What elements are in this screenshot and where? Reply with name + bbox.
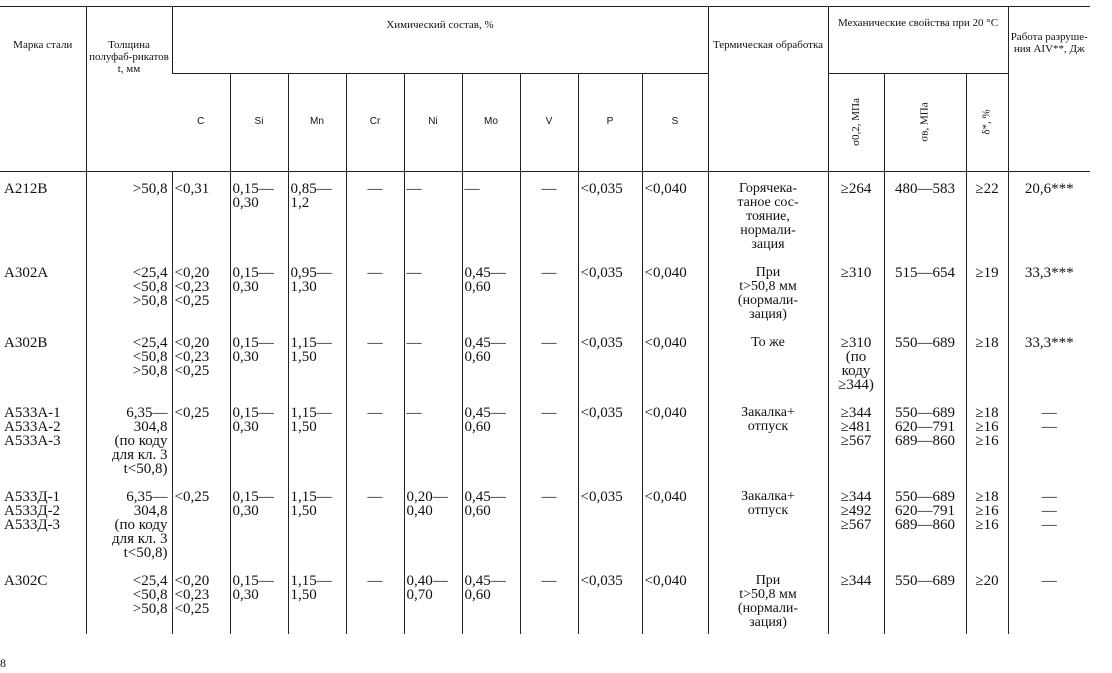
cell-mo <box>462 172 520 257</box>
cell-line: — <box>406 335 422 351</box>
cell-v <box>520 256 578 326</box>
cell-line: <0,25 <box>174 405 210 421</box>
cell-mo <box>462 480 520 564</box>
cell-s <box>642 326 708 396</box>
header-sigmab-label: σв, МПа <box>918 102 931 142</box>
cell-v <box>520 396 578 480</box>
cell-delta <box>966 172 1008 257</box>
cell-line: Закалка+ <box>741 405 795 420</box>
cell-line: 20,6*** <box>1024 181 1074 197</box>
cell-line: А533А-3 <box>4 433 61 449</box>
cell-line: 304,8 <box>133 503 168 519</box>
cell-line: коду <box>841 363 871 379</box>
cell-line: ≥310 <box>840 335 872 351</box>
cell-sigma02 <box>828 326 884 396</box>
cell-line: 515—654 <box>895 265 955 281</box>
cell-treatment <box>708 564 828 634</box>
cell-c <box>172 396 230 480</box>
cell-thickness <box>86 326 172 396</box>
cell-line: ≥16 <box>975 419 999 435</box>
header-chemistry: Химический состав, % <box>172 7 708 74</box>
cell-line: — <box>367 265 383 281</box>
cell-line: 304,8 <box>133 419 168 435</box>
header-mo: Mo <box>462 73 520 171</box>
cell-line: — <box>1041 489 1057 505</box>
cell-s <box>642 480 708 564</box>
cell-line: <0,040 <box>644 489 687 505</box>
header-ni: Ni <box>404 73 462 171</box>
cell-line: 550—689 <box>895 335 955 351</box>
cell-line: 0,30 <box>232 419 259 435</box>
cell-sigmab <box>884 564 966 634</box>
cell-line: ≥16 <box>975 503 999 519</box>
cell-line: >50,8 <box>132 363 168 379</box>
cell-line: <0,040 <box>644 181 687 197</box>
cell-line: 1,50 <box>290 587 317 603</box>
cell-line: <50,8 <box>132 279 168 295</box>
cell-line: >50,8 <box>132 601 168 617</box>
cell-sigmab <box>884 480 966 564</box>
cell-thickness <box>86 564 172 634</box>
header-grade: Марка стали <box>0 7 86 172</box>
cell-mo <box>462 564 520 634</box>
cell-work <box>1008 172 1090 257</box>
cell-grade <box>0 480 86 564</box>
header-delta-label: δ*, % <box>980 109 993 136</box>
cell-ni <box>404 480 462 564</box>
cell-line: А302В <box>4 335 48 351</box>
cell-delta <box>966 480 1008 564</box>
cell-line: Горячека- <box>738 181 798 196</box>
cell-line: А533Д-2 <box>4 503 61 519</box>
cell-line: (нормали- <box>737 601 799 616</box>
cell-line: — <box>541 181 557 197</box>
cell-grade <box>0 326 86 396</box>
cell-sigma02 <box>828 564 884 634</box>
cell-work <box>1008 256 1090 326</box>
cell-line: <0,035 <box>580 405 623 421</box>
cell-line: отпуск <box>747 419 789 434</box>
cell-line: 0,40— <box>406 573 448 589</box>
cell-mn <box>288 256 346 326</box>
table-row <box>0 480 1090 564</box>
cell-line: отпуск <box>747 503 789 518</box>
table-row <box>0 564 1090 634</box>
cell-c <box>172 172 230 257</box>
cell-line: 1,50 <box>290 503 317 519</box>
cell-line: 0,45— <box>464 405 506 421</box>
cell-line: (по коду <box>114 433 168 449</box>
cell-line: ≥18 <box>975 335 999 351</box>
cell-ni <box>404 256 462 326</box>
cell-ni <box>404 396 462 480</box>
cell-line: — <box>406 405 422 421</box>
cell-line: <0,23 <box>174 587 210 603</box>
cell-mn <box>288 396 346 480</box>
cell-line: <0,040 <box>644 405 687 421</box>
cell-line: 0,30 <box>232 503 259 519</box>
cell-v <box>520 172 578 257</box>
cell-line: 0,30 <box>232 349 259 365</box>
cell-line: — <box>541 335 557 351</box>
cell-line: таное сос- <box>737 195 799 210</box>
cell-line: 0,15— <box>232 489 274 505</box>
cell-line: — <box>464 181 480 197</box>
cell-line: <0,035 <box>580 489 623 505</box>
cell-line: 0,30 <box>232 195 259 211</box>
cell-cr <box>346 172 404 257</box>
cell-ni <box>404 326 462 396</box>
cell-line: <0,25 <box>174 363 210 379</box>
cell-line: <50,8 <box>132 587 168 603</box>
header-sigmab <box>884 73 966 171</box>
header-p: P <box>578 73 642 171</box>
header-sigma02-label: σ0,2, МПа <box>849 98 862 147</box>
cell-treatment <box>708 480 828 564</box>
cell-line: А533А-1 <box>4 405 61 421</box>
cell-line: <0,23 <box>174 349 210 365</box>
cell-line: 33,3*** <box>1024 265 1074 281</box>
cell-line: <25,4 <box>132 265 168 281</box>
cell-line: 0,45— <box>464 573 506 589</box>
cell-line: t>50,8 мм <box>739 279 797 294</box>
cell-line: — <box>1041 517 1057 533</box>
cell-treatment <box>708 396 828 480</box>
cell-line: 6,35— <box>126 405 168 421</box>
cell-line: <0,040 <box>644 265 687 281</box>
cell-cr <box>346 326 404 396</box>
cell-line: А533Д-1 <box>4 489 61 505</box>
cell-line: <0,035 <box>580 335 623 351</box>
header-thickness: Толщина полуфаб-рикатов t, мм <box>86 7 172 172</box>
cell-p <box>578 564 642 634</box>
cell-mo <box>462 256 520 326</box>
cell-delta <box>966 326 1008 396</box>
cell-line: 1,30 <box>290 279 317 295</box>
cell-delta <box>966 256 1008 326</box>
cell-line: ≥344 <box>840 573 872 589</box>
cell-line: — <box>367 335 383 351</box>
cell-line: ≥344 <box>840 489 872 505</box>
cell-line: 0,45— <box>464 335 506 351</box>
cell-line: 0,95— <box>290 265 332 281</box>
cell-work <box>1008 564 1090 634</box>
header-work: Работа разруше-ния AIV**, Дж <box>1008 7 1090 172</box>
cell-sigmab <box>884 172 966 257</box>
cell-line: — <box>1041 573 1057 589</box>
cell-line: 0,15— <box>232 405 274 421</box>
cell-sigma02 <box>828 480 884 564</box>
cell-thickness <box>86 396 172 480</box>
cell-line: ≥567 <box>840 517 872 533</box>
cell-line: 0,15— <box>232 181 274 197</box>
cell-p <box>578 480 642 564</box>
table-body <box>0 172 1090 635</box>
cell-line: — <box>541 489 557 505</box>
cell-line: 550—689 <box>895 573 955 589</box>
cell-line: 620—791 <box>895 419 955 435</box>
cell-si <box>230 396 288 480</box>
cell-line: — <box>1041 419 1057 435</box>
cell-line: 0,60 <box>464 279 491 295</box>
cell-line: 33,3*** <box>1024 335 1074 351</box>
cell-line: ≥344 <box>840 405 872 421</box>
cell-line: — <box>367 573 383 589</box>
cell-line: <0,31 <box>174 181 210 197</box>
cell-s <box>642 396 708 480</box>
cell-line: ≥19 <box>975 265 999 281</box>
header-c: C <box>172 73 230 171</box>
cell-line: ≥22 <box>975 181 999 197</box>
cell-line: А302С <box>4 573 48 589</box>
header-s: S <box>642 73 708 171</box>
cell-line: <50,8 <box>132 349 168 365</box>
cell-line: ≥310 <box>840 265 872 281</box>
cell-c <box>172 480 230 564</box>
cell-c <box>172 256 230 326</box>
cell-cr <box>346 396 404 480</box>
cell-line: ≥481 <box>840 419 872 435</box>
cell-line: ≥567 <box>840 433 872 449</box>
header-v: V <box>520 73 578 171</box>
cell-delta <box>966 396 1008 480</box>
cell-line: ≥20 <box>975 573 999 589</box>
table-row <box>0 396 1090 480</box>
cell-line: А533Д-3 <box>4 517 61 533</box>
cell-p <box>578 396 642 480</box>
cell-line: То же <box>751 335 785 350</box>
cell-sigmab <box>884 326 966 396</box>
cell-line: 1,15— <box>290 405 332 421</box>
cell-si <box>230 326 288 396</box>
stray-mark: 8 <box>0 656 6 670</box>
header-si: Si <box>230 73 288 171</box>
cell-line: >50,8 <box>132 181 168 197</box>
cell-mn <box>288 480 346 564</box>
cell-mn <box>288 326 346 396</box>
cell-line: 0,60 <box>464 349 491 365</box>
cell-treatment <box>708 326 828 396</box>
cell-line: 0,30 <box>232 279 259 295</box>
cell-line: — <box>406 181 422 197</box>
cell-line: ≥492 <box>840 503 872 519</box>
cell-line: <0,25 <box>174 601 210 617</box>
cell-grade <box>0 564 86 634</box>
cell-line: 689—860 <box>895 517 955 533</box>
cell-si <box>230 564 288 634</box>
cell-line: 6,35— <box>126 489 168 505</box>
cell-mo <box>462 326 520 396</box>
cell-line: 0,60 <box>464 419 491 435</box>
cell-line: 0,15— <box>232 265 274 281</box>
cell-line: <25,4 <box>132 335 168 351</box>
cell-line: 689—860 <box>895 433 955 449</box>
cell-line: 1,50 <box>290 419 317 435</box>
cell-delta <box>966 564 1008 634</box>
cell-si <box>230 480 288 564</box>
cell-treatment <box>708 256 828 326</box>
cell-line: 620—791 <box>895 503 955 519</box>
cell-line: ≥264 <box>840 181 872 197</box>
cell-line: При <box>755 573 781 588</box>
steel-properties-table <box>0 6 1090 634</box>
table-row <box>0 256 1090 326</box>
cell-cr <box>346 480 404 564</box>
cell-sigma02 <box>828 256 884 326</box>
cell-line: ≥18 <box>975 405 999 421</box>
cell-line: А533А-2 <box>4 419 61 435</box>
cell-line: зация) <box>749 615 787 630</box>
cell-line: для кл. 3 <box>111 447 168 463</box>
cell-line: <0,040 <box>644 573 687 589</box>
cell-thickness <box>86 480 172 564</box>
cell-line: нормали- <box>740 223 796 238</box>
cell-line: ≥16 <box>975 433 999 449</box>
cell-line: 1,15— <box>290 489 332 505</box>
cell-line: >50,8 <box>132 293 168 309</box>
cell-line: <0,035 <box>580 265 623 281</box>
cell-line: <0,20 <box>174 573 210 589</box>
cell-line: <0,035 <box>580 573 623 589</box>
cell-si <box>230 172 288 257</box>
cell-line: — <box>367 489 383 505</box>
cell-grade <box>0 256 86 326</box>
cell-c <box>172 326 230 396</box>
cell-line: — <box>406 265 422 281</box>
cell-ni <box>404 172 462 257</box>
cell-grade <box>0 172 86 257</box>
cell-grade <box>0 396 86 480</box>
cell-line: 0,85— <box>290 181 332 197</box>
cell-mn <box>288 172 346 257</box>
cell-work <box>1008 480 1090 564</box>
cell-sigmab <box>884 396 966 480</box>
cell-line: 0,45— <box>464 265 506 281</box>
cell-p <box>578 256 642 326</box>
cell-ni <box>404 564 462 634</box>
cell-sigma02 <box>828 396 884 480</box>
cell-line: t<50,8) <box>123 461 168 477</box>
cell-line: (по <box>845 349 867 365</box>
cell-line: — <box>541 265 557 281</box>
header-mechanical: Механические свойства при 20 °С <box>828 7 1008 74</box>
cell-sigma02 <box>828 172 884 257</box>
header-mn: Mn <box>288 73 346 171</box>
cell-line: 550—689 <box>895 489 955 505</box>
cell-thickness <box>86 256 172 326</box>
cell-sigmab <box>884 256 966 326</box>
cell-line: тояние, <box>746 209 790 224</box>
cell-cr <box>346 256 404 326</box>
cell-line: t<50,8) <box>123 545 168 561</box>
cell-line: <0,23 <box>174 279 210 295</box>
cell-c <box>172 564 230 634</box>
cell-line: — <box>541 573 557 589</box>
cell-line: При <box>755 265 781 280</box>
cell-line: <0,040 <box>644 335 687 351</box>
cell-s <box>642 564 708 634</box>
cell-line: <0,20 <box>174 265 210 281</box>
cell-p <box>578 326 642 396</box>
table-row <box>0 172 1090 257</box>
cell-line: — <box>1041 405 1057 421</box>
header-treatment: Термическая обработка <box>708 7 828 172</box>
cell-line: 1,15— <box>290 573 332 589</box>
cell-line: — <box>541 405 557 421</box>
cell-line: — <box>367 405 383 421</box>
cell-line: 0,20— <box>406 489 448 505</box>
cell-line: (по коду <box>114 517 168 533</box>
cell-s <box>642 172 708 257</box>
cell-s <box>642 256 708 326</box>
cell-line: для кл. 3 <box>111 531 168 547</box>
cell-line: — <box>367 181 383 197</box>
cell-line: 0,40 <box>406 503 433 519</box>
cell-thickness <box>86 172 172 257</box>
cell-line: 0,30 <box>232 587 259 603</box>
header-delta <box>966 73 1008 171</box>
cell-line: 480—583 <box>895 181 955 197</box>
header-cr: Cr <box>346 73 404 171</box>
cell-line: <0,25 <box>174 489 210 505</box>
cell-line: 0,45— <box>464 489 506 505</box>
cell-line: зация <box>751 237 785 252</box>
cell-line: 0,60 <box>464 503 491 519</box>
cell-line: <25,4 <box>132 573 168 589</box>
cell-cr <box>346 564 404 634</box>
cell-v <box>520 564 578 634</box>
cell-v <box>520 480 578 564</box>
cell-line: ≥344) <box>838 377 874 393</box>
cell-line: t>50,8 мм <box>739 587 797 602</box>
header-sigma02 <box>828 73 884 171</box>
cell-line: 0,15— <box>232 573 274 589</box>
cell-line: 0,70 <box>406 587 433 603</box>
cell-si <box>230 256 288 326</box>
cell-work <box>1008 396 1090 480</box>
cell-p <box>578 172 642 257</box>
cell-mn <box>288 564 346 634</box>
cell-work <box>1008 326 1090 396</box>
cell-treatment <box>708 172 828 257</box>
table-row <box>0 326 1090 396</box>
cell-mo <box>462 396 520 480</box>
cell-line: 0,60 <box>464 587 491 603</box>
cell-line: ≥16 <box>975 517 999 533</box>
cell-line: <0,20 <box>174 335 210 351</box>
cell-line: зация) <box>749 307 787 322</box>
cell-line: 1,15— <box>290 335 332 351</box>
cell-line: <0,25 <box>174 293 210 309</box>
cell-line: (нормали- <box>737 293 799 308</box>
cell-line: 1,2 <box>290 195 310 211</box>
cell-line: 0,15— <box>232 335 274 351</box>
cell-line: <0,035 <box>580 181 623 197</box>
cell-v <box>520 326 578 396</box>
cell-line: А212В <box>4 181 48 197</box>
cell-line: 1,50 <box>290 349 317 365</box>
cell-line: 550—689 <box>895 405 955 421</box>
cell-line: Закалка+ <box>741 489 795 504</box>
cell-line: — <box>1041 503 1057 519</box>
cell-line: ≥18 <box>975 489 999 505</box>
cell-line: А302А <box>4 265 49 281</box>
